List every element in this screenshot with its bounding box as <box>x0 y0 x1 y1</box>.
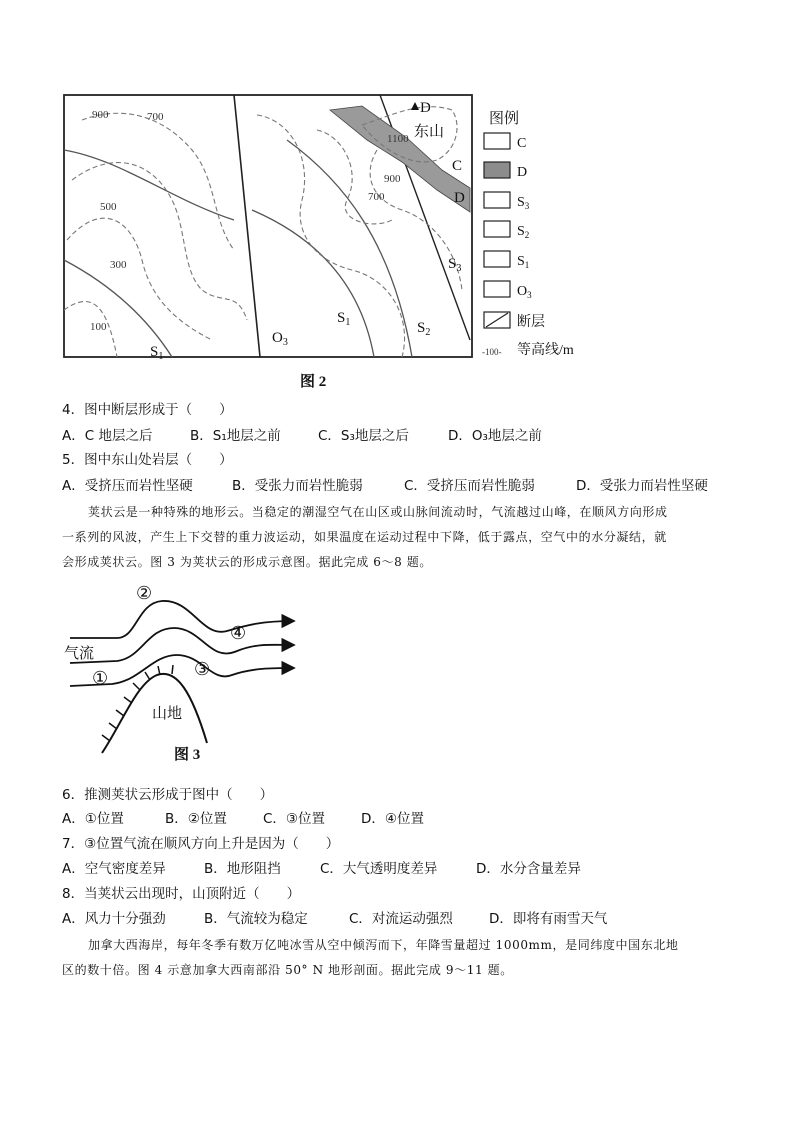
legend-swatch-s2 <box>484 221 510 237</box>
q8-option-b[interactable]: B．气流较为稳定 <box>204 911 308 927</box>
stratum-d-band <box>330 106 470 212</box>
passage-lenticular-cloud <box>62 500 742 575</box>
legend-title: 图例 <box>489 111 520 127</box>
map-label-s2: $S_2$ <box>417 320 431 338</box>
airflow-label: 气流 <box>64 646 95 662</box>
figure-2-caption: 图 2 <box>300 374 327 390</box>
question-7-stem: 7．③位置气流在顺风方向上升是因为（ ） <box>62 836 340 852</box>
question-6-stem: 6．推测荚状云形成于图中（ ） <box>62 787 274 803</box>
legend-label-o3: $O_3$ <box>517 284 532 300</box>
question-6-options <box>62 809 424 829</box>
q8-option-d[interactable]: D．即将有雨雪天气 <box>489 911 608 927</box>
peak-triangle-icon <box>411 102 419 110</box>
map-frame <box>64 95 472 357</box>
q7-option-a[interactable]: A．空气密度差异 <box>62 861 166 877</box>
contour-label: 700 <box>368 191 385 203</box>
position-marker-1: ① <box>92 668 109 688</box>
q5-option-a[interactable]: A．受挤压而岩性坚硬 <box>62 478 193 494</box>
question-5-options <box>62 476 708 496</box>
map-label-d-top: D <box>420 100 431 116</box>
legend-swatch-s3 <box>484 192 510 208</box>
position-marker-2: ② <box>136 583 153 603</box>
q5-option-b[interactable]: B．受张力而岩性脆弱 <box>232 478 363 494</box>
map-label-c: C <box>452 158 463 174</box>
q4-option-a[interactable]: A．C 地层之后 <box>62 428 153 444</box>
q8-option-c[interactable]: C．对流运动强烈 <box>349 911 453 927</box>
passage-line: 加拿大西海岸，每年冬季有数万亿吨冰雪从空中倾泻而下，年降雪量超过 1000mm，是同纬度中国东北地 <box>88 938 679 952</box>
airflow-stream-top <box>70 601 294 638</box>
question-7-options <box>62 859 581 879</box>
legend-label-fault: 断层 <box>517 315 545 330</box>
fault-line-left <box>234 95 260 357</box>
legend-contour-label: 等高线/m <box>517 343 574 358</box>
contour-label: 300 <box>110 259 127 271</box>
mountain-hatching <box>102 665 173 741</box>
legend-swatch-c <box>484 133 510 149</box>
contour-label: 1100 <box>387 133 409 145</box>
q5-option-d[interactable]: D．受张力而岩性坚硬 <box>576 478 708 494</box>
question-4-options <box>62 426 542 446</box>
passage-line: 荚状云是一种特殊的地形云。当稳定的潮湿空气在山区或山脉间流动时，气流越过山峰，在顺风方向形成 <box>88 505 668 519</box>
figure-3-caption: 图 3 <box>174 747 201 763</box>
q7-option-b[interactable]: B．地形阻挡 <box>204 861 281 877</box>
map-label-s1-mid: $S_1$ <box>337 310 351 328</box>
contour-label: 900 <box>384 173 401 185</box>
position-marker-3: ③ <box>194 659 211 679</box>
legend-label-d: D <box>517 165 528 180</box>
q6-option-b[interactable]: B．②位置 <box>165 811 227 827</box>
contour-label: 900 <box>92 109 109 121</box>
figure-2-geologic-map <box>62 90 592 395</box>
legend-swatch-s1 <box>484 251 510 267</box>
stratum-boundaries <box>64 140 412 357</box>
legend-contour-sample: -100- <box>482 347 502 357</box>
legend-label-s2: $S_2$ <box>517 224 530 240</box>
legend-swatch-d <box>484 162 510 178</box>
mountain-label: 山地 <box>152 706 183 722</box>
contour-label: 500 <box>100 201 117 213</box>
q4-option-c[interactable]: C．S₃地层之后 <box>318 428 409 444</box>
q6-option-d[interactable]: D．④位置 <box>361 811 424 827</box>
question-4-stem: 4．图中断层形成于（ ） <box>62 402 233 418</box>
q4-option-b[interactable]: B．S₁地层之前 <box>190 428 281 444</box>
map-label-o3: $O_3$ <box>272 330 288 348</box>
map-label-s1-left: $S_1$ <box>150 344 164 362</box>
legend <box>482 110 574 358</box>
question-8-stem: 8．当荚状云出现时，山顶附近（ ） <box>62 886 301 902</box>
airflow-stream-middle <box>70 628 294 663</box>
passage-line: 区的数十倍。图 4 示意加拿大西南部沿 50° N 地形剖面。据此完成 9～11 题。 <box>62 963 513 977</box>
q4-option-d[interactable]: D．O₃地层之前 <box>448 428 542 444</box>
contour-label: 700 <box>147 111 164 123</box>
contour-label: 100 <box>90 321 107 333</box>
position-marker-4: ④ <box>230 623 247 643</box>
legend-swatch-o3 <box>484 281 510 297</box>
map-label-s3: $S_3$ <box>448 256 462 274</box>
legend-label-s3: $S_3$ <box>517 195 530 211</box>
q8-option-a[interactable]: A．风力十分强劲 <box>62 911 166 927</box>
figure-3-airflow-diagram <box>62 583 312 768</box>
legend-label-s1: $S_1$ <box>517 254 530 270</box>
map-label-d-right: D <box>454 190 465 206</box>
q6-option-c[interactable]: C．③位置 <box>263 811 326 827</box>
q7-option-d[interactable]: D．水分含量差异 <box>476 861 581 877</box>
passage-line: 会形成荚状云。图 3 为荚状云的形成示意图。据此完成 6～8 题。 <box>62 555 432 569</box>
q5-option-c[interactable]: C．受挤压而岩性脆弱 <box>404 478 535 494</box>
q7-option-c[interactable]: C．大气透明度差异 <box>320 861 438 877</box>
passage-line: 一系列的风波，产生上下交替的重力波运动，如果温度在运动过程中下降，低于露点，空气中的水分凝结，就 <box>62 530 667 544</box>
question-5-stem: 5．图中东山处岩层（ ） <box>62 452 233 468</box>
legend-label-c: C <box>517 136 527 151</box>
question-8-options <box>62 909 607 929</box>
q6-option-a[interactable]: A．①位置 <box>62 811 124 827</box>
mountain-name-label: 东山 <box>414 124 445 140</box>
passage-canada-snowfall <box>62 933 742 983</box>
